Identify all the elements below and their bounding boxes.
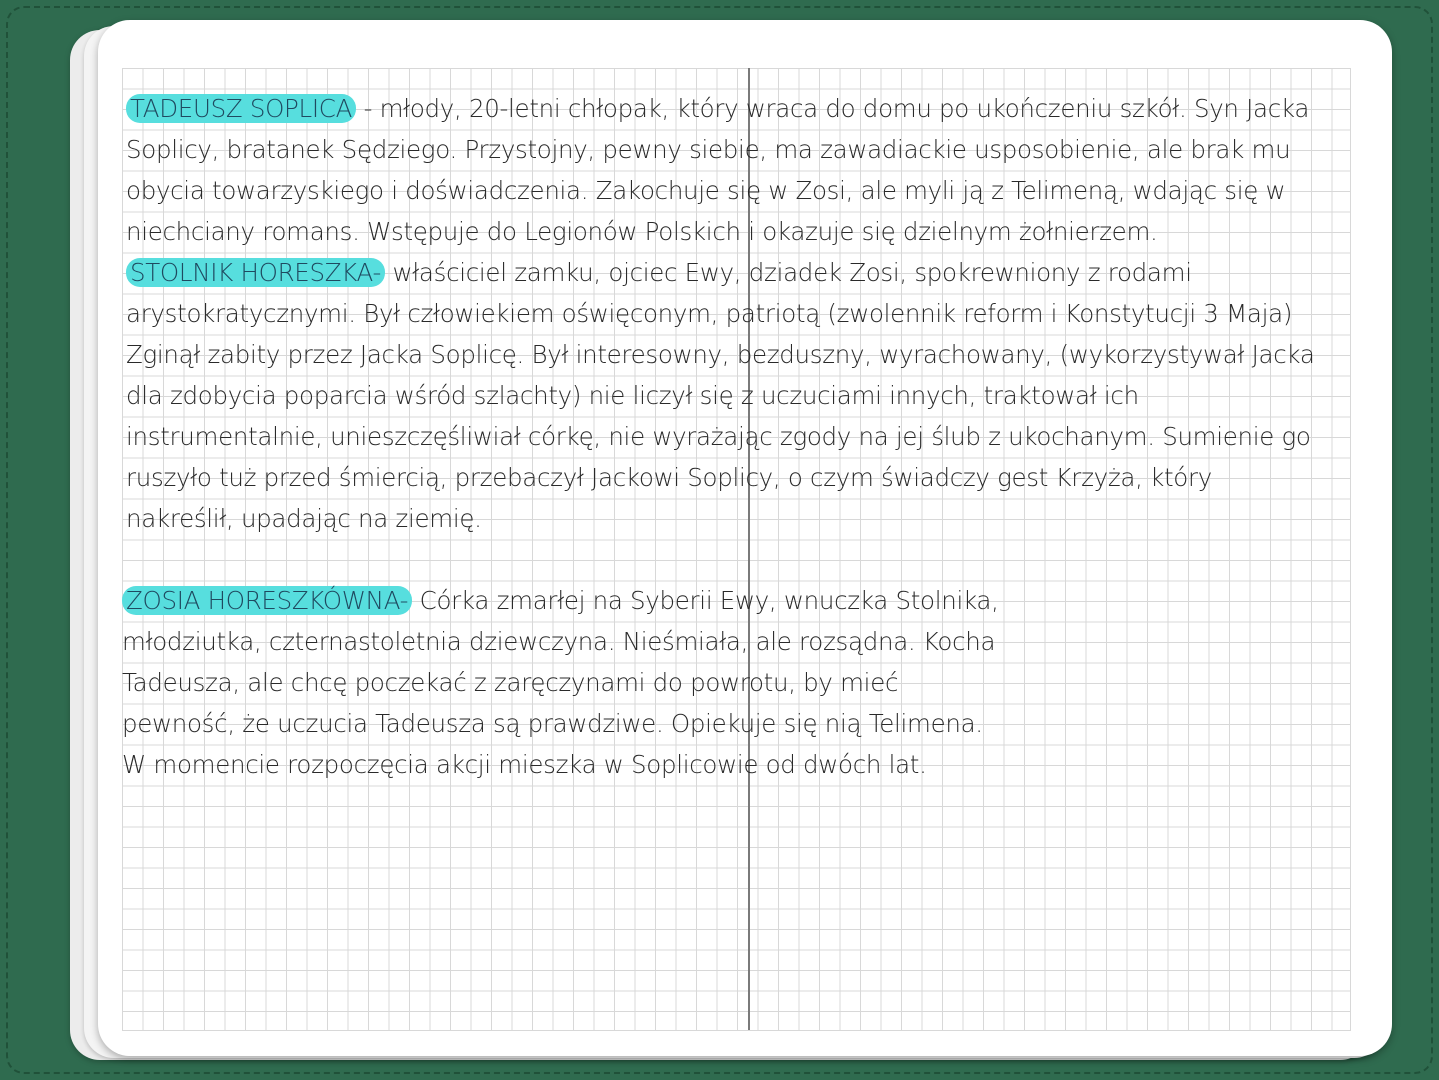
character-description: Córka zmarłej na Syberii Ewy, wnuczka Stolnika, młodziutka, czternastoletnia dziewczyna. Nieśmiała, ale rozsądna. Kocha Tadeusza, ale chcę poczekać z zaręczynami do powrotu, by mieć pewność, że uczucia Tadeusza są prawdziwe. Opiekuje się nią Telimena. W momencie rozpoczęcia akcji mieszka w Soplicowie od dwóch lat. <box>122 586 999 779</box>
note-tadeusz <box>126 88 1326 252</box>
character-description: właściciel zamku, ojciec Ewy, dziadek Zosi, spokrewniony z rodami arystokratycznymi. Był człowiekiem oświęconym, patriotą (zwolennik reform i Konstytucji 3 Maja) Zginął zabity przez Jacka Soplicę. Był interesowny, bezduszny, wyrachowany, (wykorzystywał Jacka dla zdobycia poparcia wśród szlachty) nie liczył się z uczuciami innych, traktował ich instrumentalnie, unieszczęśliwiał córkę, nie wyrażając zgody na jej ślub z ukochanym. Sumienie go ruszyło tuż przed śmiercią, przebaczył Jackowi Soplicy, o czym świadczy gest Krzyża, który nakreślił, upadając na ziemię. <box>126 258 1315 533</box>
character-name-highlight: STOLNIK HORESZKA- <box>126 258 385 287</box>
note-zosia <box>122 580 1002 785</box>
character-name-highlight: ZOSIA HORESZKÓWNA- <box>122 586 412 615</box>
character-description: - młody, 20-letni chłopak, który wraca do domu po ukończeniu szkół. Syn Jacka Soplicy, bratanek Sędziego. Przystojny, pewny siebie, ma zawadiackie usposobienie, ale brak mu obycia towarzyskiego i doświadczenia. Zakochuje się w Zosi, ale myli ją z Telimeną, wdając się w niechciany romans. Wstępuje do Legionów Polskich i okazuje się dzielnym żołnierzem. <box>126 94 1310 246</box>
character-name-highlight: TADEUSZ SOPLICA <box>126 94 356 123</box>
notes-content <box>122 88 1326 785</box>
note-stolnik <box>126 252 1326 539</box>
notebook-page <box>98 20 1392 1056</box>
